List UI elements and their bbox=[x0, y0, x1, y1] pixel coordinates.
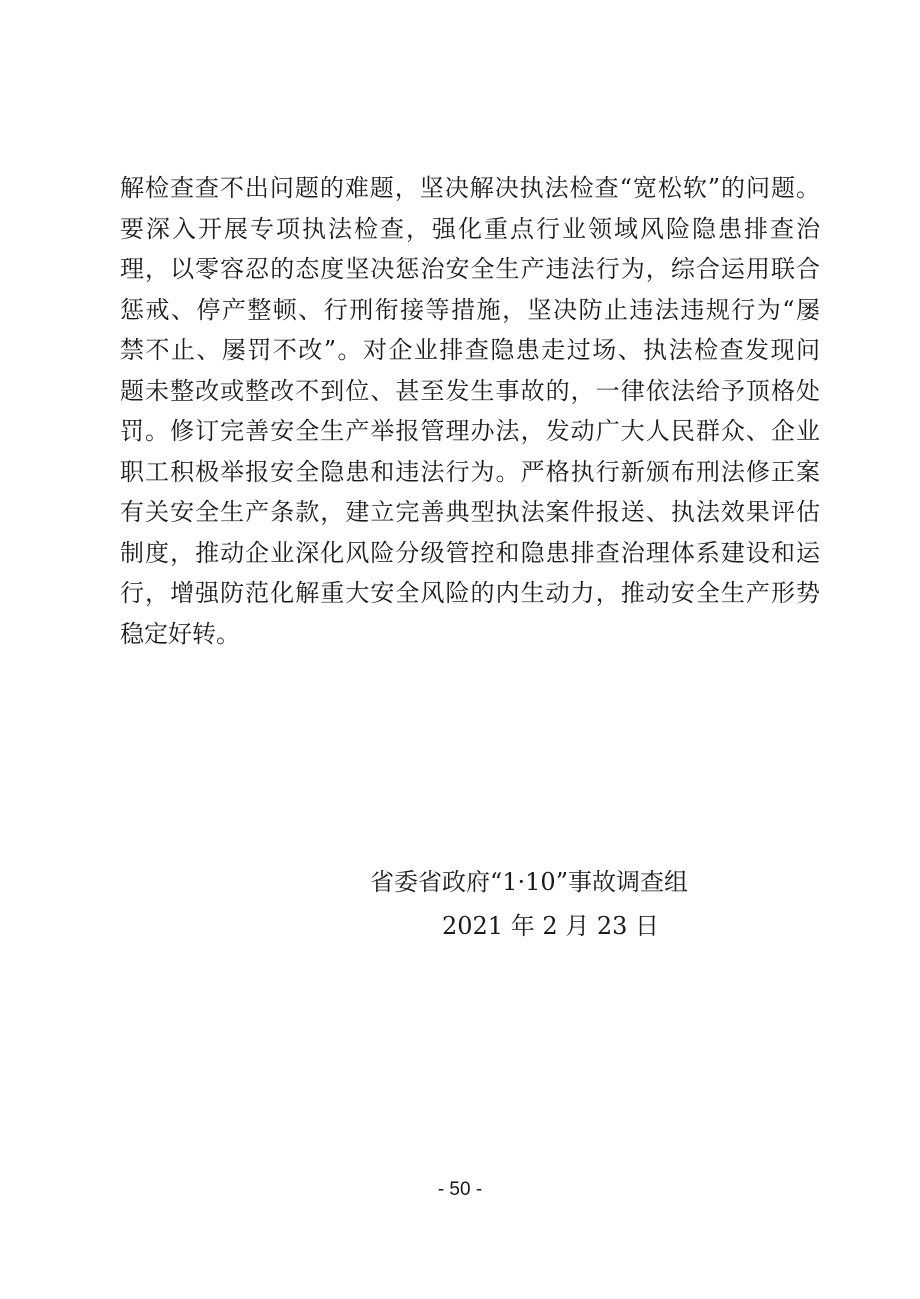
paragraph-line: 惩戒、停产整顿、行刑衔接等措施，坚决防止违法违规行为“屡 bbox=[120, 295, 820, 324]
paragraph-line: 理，以零容忍的态度坚决惩治安全生产违法行为，综合运用联合 bbox=[120, 255, 820, 283]
paragraph-line: 题未整改或整改不到位、甚至发生事故的，一律依法给予顶格处 bbox=[120, 376, 820, 405]
paragraph-line: 职工积极举报安全隐患和违法行为。严格执行新颁布刑法修正案 bbox=[120, 457, 820, 486]
paragraph-line: 要深入开展专项执法检查，强化重点行业领域风险隐患排查治 bbox=[120, 214, 820, 243]
paragraph-line: 稳定好转。 bbox=[120, 619, 240, 648]
page-number: - 50 - bbox=[437, 1179, 483, 1200]
body-paragraph bbox=[120, 168, 820, 654]
signature-organization: 省委省政府“1·10”事故调查组 bbox=[370, 868, 688, 896]
paragraph-line: 解检查查不出问题的难题，坚决解决执法检查“宽松软”的问题。 bbox=[120, 174, 820, 202]
paragraph-line: 制度，推动企业深化风险分级管控和隐患排查治理体系建设和运 bbox=[120, 538, 820, 567]
paragraph-line: 禁不止、屡罚不改”。对企业排查隐患走过场、执法检查发现问 bbox=[120, 336, 820, 364]
paragraph-line: 有关安全生产条款，建立完善典型执法案件报送、执法效果评估 bbox=[120, 498, 820, 526]
signature-block bbox=[360, 860, 780, 948]
signature-date: 2021 年 2 月 23 日 bbox=[442, 912, 660, 940]
paragraph-line: 行，增强防范化解重大安全风险的内生动力，推动安全生产形势 bbox=[120, 579, 820, 607]
paragraph-line: 罚。修订完善安全生产举报管理办法，发动广大人民群众、企业 bbox=[120, 417, 820, 445]
